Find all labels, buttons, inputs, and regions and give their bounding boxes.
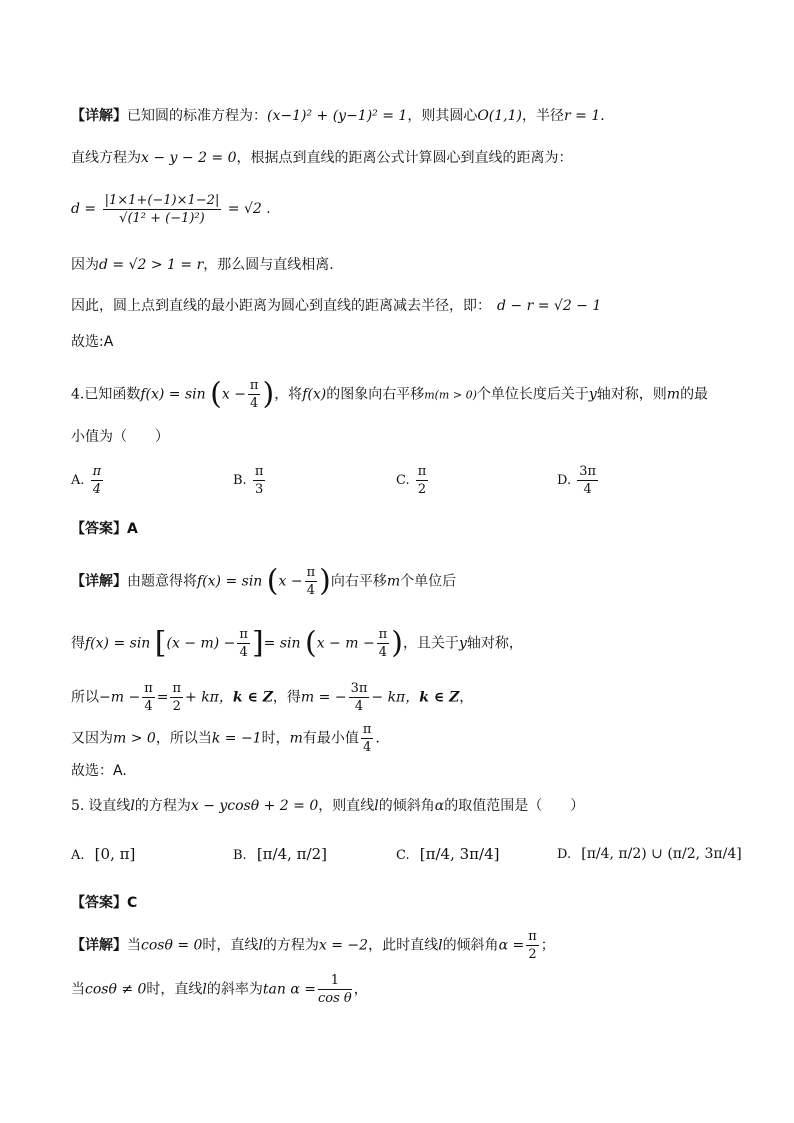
q4-option-b[interactable]: B. $\frac{\pi}{3}$ (233, 464, 264, 497)
q5-detail-2: 当cosθ ≠ 0时，直线l的斜率为tan α = $\frac{1}{\text{cos θ}}$ ， (71, 973, 368, 1006)
detail-line-therefore: 因此，圆上点到直线的最小距离为圆心到直线的距离减去半径，即： d − r = √2 − 1 (71, 298, 602, 314)
detail-line-line: 直线方程为x − y − 2 = 0，根据点到直线的距离公式计算圆心到直线的距离为： (71, 150, 573, 166)
q4-option-c[interactable]: C. $\frac{\pi}{2}$ (396, 464, 427, 497)
q4-detail-4: 又因为m > 0，所以当k = −1时，m有最小值 $\frac{\pi}{4}$ . (71, 722, 380, 755)
q4-detail-1: 【详解】由题意得将f(x) = sin (x − $\frac{\pi}{4}$ )向右平移m个单位后 (71, 563, 457, 599)
q5-option-d[interactable]: D. [π/4, π/2) ∪ (π/2, 3π/4] (557, 846, 742, 862)
detail-line-because: 因为d = √2 > 1 = r，那么圆与直线相离. (71, 257, 334, 273)
detail-tag: 【详解】 (71, 108, 127, 124)
circle-center: O(1,1) (477, 108, 522, 124)
q4-option-d[interactable]: D. $\frac{3\pi}{4}$ (557, 464, 597, 497)
question-4-stem: 4.已知函数f(x) = sin (x − $\frac{\pi}{4}$ )，将f(x)的图象向右平移m(m > 0)个单位长度后关于y轴对称，则m的最 (71, 376, 709, 412)
detail-line-circle: 【详解】已知圆的标准方程为：(x−1)² + (y−1)² = 1，则其圆心O(1,1)，半径r = 1. (71, 108, 605, 124)
q5-answer: 【答案】C (71, 895, 138, 911)
question-5-stem: 5. 设直线l的方程为x − ycosθ + 2 = 0，则直线l的倾斜角α的取值范围是（ ） (71, 798, 585, 814)
question-number: 4. (71, 386, 85, 403)
q4-choose: 故选：A. (71, 763, 127, 779)
q5-option-b[interactable]: B. [π/4, π/2] (233, 845, 327, 863)
line-equation: x − y − 2 = 0 (141, 150, 237, 166)
circle-equation: (x−1)² + (y−1)² = 1 (267, 108, 408, 124)
q5-detail-1: 【详解】当cosθ = 0时，直线l的方程为x = −2，此时直线l的倾斜角α = $\frac{\pi}{2}$ ； (71, 929, 555, 962)
distance-formula: d = $\frac{|1\times 1+(-1)\times 1-2|}{\text{√(1² + (−1)²)}}$ = √2 . (71, 192, 271, 226)
q4-detail-2: 得f(x) = sin [(x − m) − $\frac{\pi}{4}$ ]= sin (x − m − $\frac{\pi}{4}$ )，且关于y轴对称， (71, 625, 523, 661)
q5-option-c[interactable]: C. [π/4, 3π/4] (396, 845, 500, 863)
detail-choose: 故选:A (71, 334, 114, 350)
q4-option-a[interactable]: A. $\frac{\pi}{4}$ (71, 464, 102, 497)
q4-answer: 【答案】A (71, 521, 138, 537)
q5-option-a[interactable]: A. [0, π] (71, 845, 136, 863)
distance-fraction: $\frac{|1\times 1+(-1)\times 1-2|}{\text{√(1² + (−1)²)}}$ (104, 192, 220, 226)
question-4-stem-cont: 小值为（ ） (71, 429, 169, 445)
circle-radius: r = 1 (564, 108, 601, 124)
q4-detail-3: 所以−m − $\frac{\pi}{4}$ = $\frac{\pi}{2}$ + kπ，k ∈ Z，得m = − $\frac{3\pi}{4}$ − kπ，k ∈ Z， (71, 681, 474, 714)
